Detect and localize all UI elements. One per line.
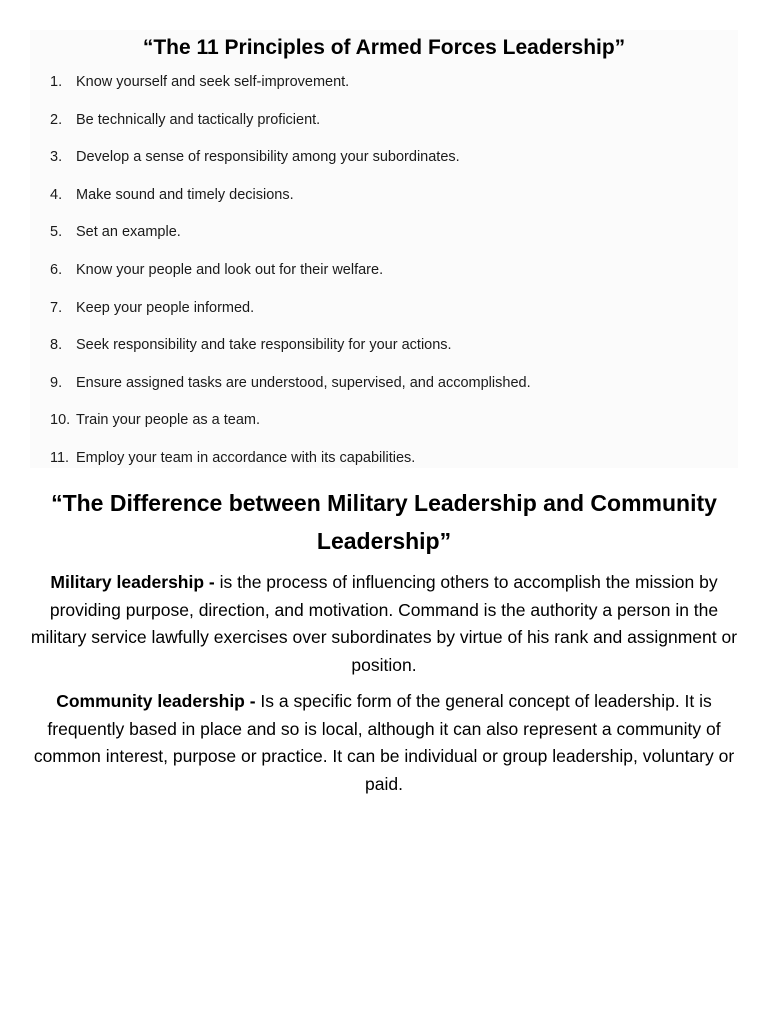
list-item-number: 8. [50, 337, 63, 354]
list-item [50, 147, 531, 185]
list-item [50, 335, 531, 373]
list-item-text: Employ your team in accordance with its capabilities. [76, 449, 416, 466]
list-item-text: Make sound and timely decisions. [76, 186, 294, 203]
list-item-number: 5. [50, 224, 63, 241]
military-leadership-paragraph [20, 569, 748, 679]
community-leadership-definition: Is a specific form of the general concept of leadership. It is frequently based in place and so is local, although it can also represent a community of common interest, purpose or practice. It can be individual or group leadership, voluntary or paid. [33, 691, 735, 794]
difference-title: “The Difference between Military Leadership and Community Leadership” [51, 490, 717, 554]
list-item [50, 373, 531, 411]
list-item-number: 6. [50, 261, 63, 278]
list-item-text: Be technically and tactically proficient. [76, 111, 321, 128]
list-item-number: 4. [50, 186, 63, 203]
list-item [50, 72, 531, 110]
list-item [50, 298, 531, 336]
list-item-number: 9. [50, 374, 63, 391]
list-item-text: Set an example. [76, 224, 181, 241]
principles-section [30, 30, 738, 468]
list-item [50, 185, 531, 223]
community-leadership-paragraph [20, 688, 748, 798]
list-item-text: Develop a sense of responsibility among your subordinates. [76, 149, 460, 166]
community-leadership-term: Community leadership - [56, 691, 256, 711]
list-item-number: 10. [50, 412, 71, 429]
list-item [50, 260, 531, 298]
military-leadership-definition: is the process of influencing others to accomplish the mission by providing purpose, direction, and motivation. Command is the authority a person in the military service lawfully exercises over subordinates by virtue of his rank and assignment or position. [30, 572, 738, 675]
list-item [50, 410, 531, 448]
list-item-number: 11. [50, 449, 70, 466]
military-leadership-term: Military leadership - [50, 572, 215, 592]
list-item-text: Ensure assigned tasks are understood, supervised, and accomplished. [76, 374, 531, 391]
principles-list [50, 72, 531, 486]
list-item-number: 7. [50, 299, 63, 316]
list-item-text: Know your people and look out for their welfare. [76, 261, 384, 278]
list-item-number: 3. [50, 149, 63, 166]
list-item-number: 2. [50, 111, 63, 128]
list-item [50, 110, 531, 148]
list-item [50, 222, 531, 260]
list-item-number: 1. [50, 74, 63, 90]
list-item-text: Train your people as a team. [76, 412, 261, 429]
list-item [50, 448, 531, 486]
list-item-text: Seek responsibility and take responsibility for your actions. [76, 337, 452, 354]
list-item-text: Keep your people informed. [76, 299, 255, 316]
principles-title: “The 11 Principles of Armed Forces Leadership” [142, 36, 626, 59]
list-item-text: Know yourself and seek self-improvement. [76, 74, 350, 90]
